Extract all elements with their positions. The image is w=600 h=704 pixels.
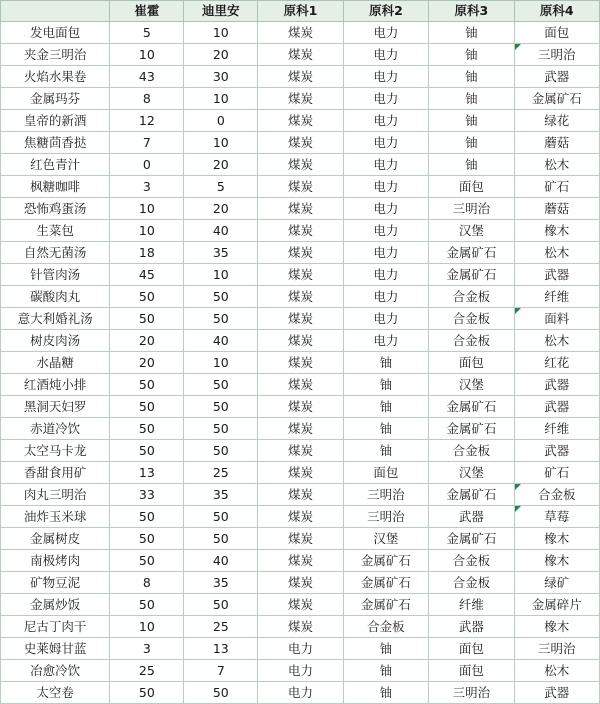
cell-cuihuo: 10 — [110, 44, 184, 66]
cell-mat4: 蘑菇 — [514, 132, 599, 154]
cell-mat1: 煤炭 — [258, 242, 343, 264]
cell-cuihuo: 45 — [110, 264, 184, 286]
cell-dilian: 50 — [184, 418, 258, 440]
cell-mat4: 松木 — [514, 242, 599, 264]
column-header-cuihuo: 崔霍 — [110, 1, 184, 22]
column-header-mat1: 原科1 — [258, 1, 343, 22]
cell-mat2: 三明治 — [343, 484, 428, 506]
cell-item-name: 红色青汁 — [1, 154, 110, 176]
cell-dilian: 50 — [184, 374, 258, 396]
table-row — [1, 550, 600, 572]
cell-dilian: 50 — [184, 506, 258, 528]
cell-mat4: 橡木 — [514, 550, 599, 572]
cell-mat2: 汉堡 — [343, 528, 428, 550]
cell-item-name: 黑洞天妇罗 — [1, 396, 110, 418]
table-row — [1, 22, 600, 44]
cell-cuihuo: 50 — [110, 594, 184, 616]
table-row — [1, 484, 600, 506]
cell-cuihuo: 8 — [110, 88, 184, 110]
cell-mat1: 煤炭 — [258, 44, 343, 66]
cell-cuihuo: 8 — [110, 572, 184, 594]
table-row — [1, 594, 600, 616]
cell-mat1: 煤炭 — [258, 484, 343, 506]
cell-cuihuo: 0 — [110, 154, 184, 176]
cell-mat4: 武器 — [514, 440, 599, 462]
column-header-dilian: 迪里安 — [184, 1, 258, 22]
cell-mat1: 煤炭 — [258, 418, 343, 440]
cell-mat4: 松木 — [514, 660, 599, 682]
cell-dilian: 20 — [184, 44, 258, 66]
cell-mat4: 纤维 — [514, 418, 599, 440]
cell-mat2: 电力 — [343, 110, 428, 132]
cell-cuihuo: 7 — [110, 132, 184, 154]
table-row — [1, 440, 600, 462]
cell-mat1: 煤炭 — [258, 506, 343, 528]
cell-mat2: 电力 — [343, 308, 428, 330]
cell-mat4: 橡木 — [514, 220, 599, 242]
cell-mat1: 煤炭 — [258, 396, 343, 418]
cell-dilian: 10 — [184, 132, 258, 154]
cell-dilian: 50 — [184, 528, 258, 550]
cell-item-name: 赤道冷饮 — [1, 418, 110, 440]
cell-dilian: 25 — [184, 616, 258, 638]
cell-item-name: 冶愈冷饮 — [1, 660, 110, 682]
cell-mat2: 铀 — [343, 660, 428, 682]
cell-mat3: 金属矿石 — [429, 396, 514, 418]
cell-mat1: 煤炭 — [258, 528, 343, 550]
column-header-mat2: 原科2 — [343, 1, 428, 22]
table-row — [1, 506, 600, 528]
cell-mat3: 三明治 — [429, 198, 514, 220]
table-row — [1, 616, 600, 638]
cell-item-name: 夹金三明治 — [1, 44, 110, 66]
table-row — [1, 242, 600, 264]
cell-cuihuo: 13 — [110, 462, 184, 484]
cell-mat3: 合金板 — [429, 330, 514, 352]
cell-mat2: 电力 — [343, 330, 428, 352]
cell-item-name: 碳酸肉丸 — [1, 286, 110, 308]
cell-dilian: 50 — [184, 594, 258, 616]
cell-dilian: 50 — [184, 396, 258, 418]
cell-dilian: 10 — [184, 264, 258, 286]
cell-item-name: 生菜包 — [1, 220, 110, 242]
cell-dilian: 25 — [184, 462, 258, 484]
cell-item-name: 意大利婚礼汤 — [1, 308, 110, 330]
table-row — [1, 572, 600, 594]
cell-item-name: 太空卷 — [1, 682, 110, 704]
cell-mat2: 铀 — [343, 418, 428, 440]
cell-item-name: 金属树皮 — [1, 528, 110, 550]
cell-dilian: 50 — [184, 308, 258, 330]
cell-item-name: 枫糖咖啡 — [1, 176, 110, 198]
cell-cuihuo: 20 — [110, 352, 184, 374]
cell-mat3: 金属矿石 — [429, 528, 514, 550]
cell-cuihuo: 10 — [110, 616, 184, 638]
cell-dilian: 0 — [184, 110, 258, 132]
cell-cuihuo: 3 — [110, 176, 184, 198]
cell-cuihuo: 18 — [110, 242, 184, 264]
cell-dilian: 5 — [184, 176, 258, 198]
cell-mat3: 金属矿石 — [429, 242, 514, 264]
cell-mat4: 合金板 — [514, 484, 599, 506]
cell-dilian: 50 — [184, 682, 258, 704]
cell-mat3: 金属矿石 — [429, 264, 514, 286]
cell-mat3: 合金板 — [429, 572, 514, 594]
cell-dilian: 10 — [184, 22, 258, 44]
table-row — [1, 374, 600, 396]
cell-mat1: 煤炭 — [258, 616, 343, 638]
cell-mat4: 蘑菇 — [514, 198, 599, 220]
cell-mat1: 煤炭 — [258, 286, 343, 308]
cell-mat3: 铀 — [429, 22, 514, 44]
cell-mat3: 三明治 — [429, 682, 514, 704]
cell-dilian: 35 — [184, 484, 258, 506]
cell-mat3: 铀 — [429, 44, 514, 66]
cell-mat2: 电力 — [343, 66, 428, 88]
table-row — [1, 462, 600, 484]
cell-mat3: 合金板 — [429, 286, 514, 308]
cell-item-name: 太空马卡龙 — [1, 440, 110, 462]
cell-cuihuo: 10 — [110, 220, 184, 242]
cell-item-name: 皇帝的新酒 — [1, 110, 110, 132]
cell-cuihuo: 43 — [110, 66, 184, 88]
cell-mat4: 草莓 — [514, 506, 599, 528]
cell-mat4: 矿石 — [514, 462, 599, 484]
cell-item-name: 针管肉汤 — [1, 264, 110, 286]
cell-mat2: 电力 — [343, 22, 428, 44]
table-row — [1, 154, 600, 176]
table-row — [1, 682, 600, 704]
table-row — [1, 66, 600, 88]
cell-item-name: 南极烤肉 — [1, 550, 110, 572]
cell-mat3: 纤维 — [429, 594, 514, 616]
cell-mat2: 铀 — [343, 374, 428, 396]
cell-mat4: 三明治 — [514, 44, 599, 66]
cell-mat2: 面包 — [343, 462, 428, 484]
cell-mat3: 铀 — [429, 132, 514, 154]
table-row — [1, 198, 600, 220]
cell-dilian: 40 — [184, 220, 258, 242]
column-header-mat4: 原科4 — [514, 1, 599, 22]
cell-mat1: 煤炭 — [258, 88, 343, 110]
cell-cuihuo: 50 — [110, 374, 184, 396]
cell-mat2: 电力 — [343, 264, 428, 286]
cell-cuihuo: 50 — [110, 682, 184, 704]
cell-mat3: 面包 — [429, 638, 514, 660]
cell-dilian: 40 — [184, 550, 258, 572]
cell-item-name: 金属玛芬 — [1, 88, 110, 110]
cell-item-name: 矿物豆泥 — [1, 572, 110, 594]
cell-dilian: 35 — [184, 572, 258, 594]
cell-mat3: 汉堡 — [429, 220, 514, 242]
cell-cuihuo: 20 — [110, 330, 184, 352]
cell-mat3: 合金板 — [429, 440, 514, 462]
cell-mat2: 铀 — [343, 440, 428, 462]
cell-cuihuo: 10 — [110, 198, 184, 220]
cell-dilian: 20 — [184, 154, 258, 176]
cell-dilian: 35 — [184, 242, 258, 264]
cell-mat1: 煤炭 — [258, 154, 343, 176]
cell-mat2: 电力 — [343, 220, 428, 242]
cell-mat1: 电力 — [258, 682, 343, 704]
cell-mat3: 武器 — [429, 506, 514, 528]
cell-cuihuo: 50 — [110, 286, 184, 308]
cell-dilian: 40 — [184, 330, 258, 352]
table-row — [1, 110, 600, 132]
table-row — [1, 528, 600, 550]
cell-mat3: 合金板 — [429, 308, 514, 330]
column-header-name — [1, 1, 110, 22]
cell-cuihuo: 50 — [110, 528, 184, 550]
cell-mat1: 煤炭 — [258, 550, 343, 572]
cell-cuihuo: 50 — [110, 440, 184, 462]
cell-item-name: 发电面包 — [1, 22, 110, 44]
cell-mat3: 铀 — [429, 154, 514, 176]
cell-mat2: 金属矿石 — [343, 594, 428, 616]
cell-mat1: 电力 — [258, 638, 343, 660]
cell-item-name: 金属炒饭 — [1, 594, 110, 616]
cell-mat2: 电力 — [343, 44, 428, 66]
cell-mat2: 铀 — [343, 396, 428, 418]
cell-cuihuo: 50 — [110, 308, 184, 330]
table-row — [1, 330, 600, 352]
table-body — [1, 1, 600, 704]
table-row — [1, 44, 600, 66]
cell-dilian: 13 — [184, 638, 258, 660]
cell-mat3: 面包 — [429, 660, 514, 682]
cell-mat4: 面料 — [514, 308, 599, 330]
cell-mat4: 橡木 — [514, 616, 599, 638]
cell-dilian: 50 — [184, 286, 258, 308]
cell-item-name: 火焰水果卷 — [1, 66, 110, 88]
cell-mat3: 铀 — [429, 110, 514, 132]
table-row — [1, 176, 600, 198]
table-row — [1, 638, 600, 660]
table-row — [1, 286, 600, 308]
cell-mat4: 三明治 — [514, 638, 599, 660]
cell-cuihuo: 50 — [110, 550, 184, 572]
cell-cuihuo: 50 — [110, 418, 184, 440]
cell-mat2: 电力 — [343, 198, 428, 220]
cell-mat2: 电力 — [343, 242, 428, 264]
cell-mat2: 金属矿石 — [343, 550, 428, 572]
cell-mat4: 松木 — [514, 330, 599, 352]
cell-mat3: 合金板 — [429, 550, 514, 572]
cell-mat2: 电力 — [343, 132, 428, 154]
cell-mat1: 煤炭 — [258, 198, 343, 220]
cell-mat3: 金属矿石 — [429, 418, 514, 440]
cell-mat1: 煤炭 — [258, 220, 343, 242]
table-row — [1, 308, 600, 330]
cell-mat2: 金属矿石 — [343, 572, 428, 594]
cell-mat2: 电力 — [343, 154, 428, 176]
cell-mat1: 煤炭 — [258, 176, 343, 198]
cell-mat1: 煤炭 — [258, 22, 343, 44]
cell-mat3: 铀 — [429, 88, 514, 110]
cell-dilian: 20 — [184, 198, 258, 220]
cell-mat2: 电力 — [343, 176, 428, 198]
table-row — [1, 352, 600, 374]
column-header-mat3: 原科3 — [429, 1, 514, 22]
cell-mat3: 铀 — [429, 66, 514, 88]
cell-item-name: 尼古丁肉干 — [1, 616, 110, 638]
table-row — [1, 396, 600, 418]
table-row — [1, 132, 600, 154]
cell-cuihuo: 12 — [110, 110, 184, 132]
cell-item-name: 红酒炖小排 — [1, 374, 110, 396]
cell-dilian: 10 — [184, 88, 258, 110]
cell-mat3: 面包 — [429, 352, 514, 374]
cell-item-name: 水晶糖 — [1, 352, 110, 374]
cell-cuihuo: 33 — [110, 484, 184, 506]
cell-item-name: 树皮肉汤 — [1, 330, 110, 352]
cell-mat4: 武器 — [514, 682, 599, 704]
table-row — [1, 264, 600, 286]
cell-mat1: 煤炭 — [258, 440, 343, 462]
cell-mat1: 煤炭 — [258, 374, 343, 396]
table-row — [1, 418, 600, 440]
cell-mat4: 绿花 — [514, 110, 599, 132]
cell-item-name: 油炸玉米球 — [1, 506, 110, 528]
cell-mat4: 武器 — [514, 66, 599, 88]
cell-item-name: 香甜食用矿 — [1, 462, 110, 484]
cell-item-name: 自然无菌汤 — [1, 242, 110, 264]
cell-mat1: 电力 — [258, 660, 343, 682]
cell-dilian: 30 — [184, 66, 258, 88]
cell-mat3: 汉堡 — [429, 374, 514, 396]
cell-item-name: 肉丸三明治 — [1, 484, 110, 506]
cell-mat3: 金属矿石 — [429, 484, 514, 506]
table-row — [1, 660, 600, 682]
cell-item-name: 恐怖鸡蛋汤 — [1, 198, 110, 220]
cell-mat2: 电力 — [343, 286, 428, 308]
cell-dilian: 50 — [184, 440, 258, 462]
table-row — [1, 220, 600, 242]
cell-mat1: 煤炭 — [258, 594, 343, 616]
cell-mat2: 三明治 — [343, 506, 428, 528]
cell-mat1: 煤炭 — [258, 132, 343, 154]
cell-mat1: 煤炭 — [258, 462, 343, 484]
cell-mat4: 矿石 — [514, 176, 599, 198]
cell-mat3: 面包 — [429, 176, 514, 198]
cell-mat1: 煤炭 — [258, 572, 343, 594]
cell-mat2: 铀 — [343, 682, 428, 704]
cell-mat4: 面包 — [514, 22, 599, 44]
cell-mat4: 松木 — [514, 154, 599, 176]
cell-mat2: 铀 — [343, 638, 428, 660]
cell-mat4: 武器 — [514, 264, 599, 286]
cell-mat4: 金属矿石 — [514, 88, 599, 110]
cell-mat1: 煤炭 — [258, 110, 343, 132]
cell-mat4: 橡木 — [514, 528, 599, 550]
cell-mat4: 纤维 — [514, 286, 599, 308]
cell-mat1: 煤炭 — [258, 330, 343, 352]
cell-dilian: 7 — [184, 660, 258, 682]
cell-mat2: 电力 — [343, 88, 428, 110]
cell-item-name: 史莱姆甘蓝 — [1, 638, 110, 660]
cell-mat1: 煤炭 — [258, 308, 343, 330]
cell-mat1: 煤炭 — [258, 352, 343, 374]
cell-item-name: 焦糖茴香挞 — [1, 132, 110, 154]
cell-dilian: 10 — [184, 352, 258, 374]
cell-mat3: 汉堡 — [429, 462, 514, 484]
cell-mat4: 绿矿 — [514, 572, 599, 594]
cell-mat4: 武器 — [514, 374, 599, 396]
cell-cuihuo: 3 — [110, 638, 184, 660]
cell-mat3: 武器 — [429, 616, 514, 638]
cell-cuihuo: 50 — [110, 506, 184, 528]
cell-mat1: 煤炭 — [258, 264, 343, 286]
cell-mat2: 铀 — [343, 352, 428, 374]
cell-mat2: 合金板 — [343, 616, 428, 638]
cell-mat1: 煤炭 — [258, 66, 343, 88]
cell-cuihuo: 50 — [110, 396, 184, 418]
table-header-row — [1, 1, 600, 22]
cell-cuihuo: 5 — [110, 22, 184, 44]
cell-cuihuo: 25 — [110, 660, 184, 682]
cell-mat4: 武器 — [514, 396, 599, 418]
cell-mat4: 金属碎片 — [514, 594, 599, 616]
cell-mat4: 红花 — [514, 352, 599, 374]
table-row — [1, 88, 600, 110]
